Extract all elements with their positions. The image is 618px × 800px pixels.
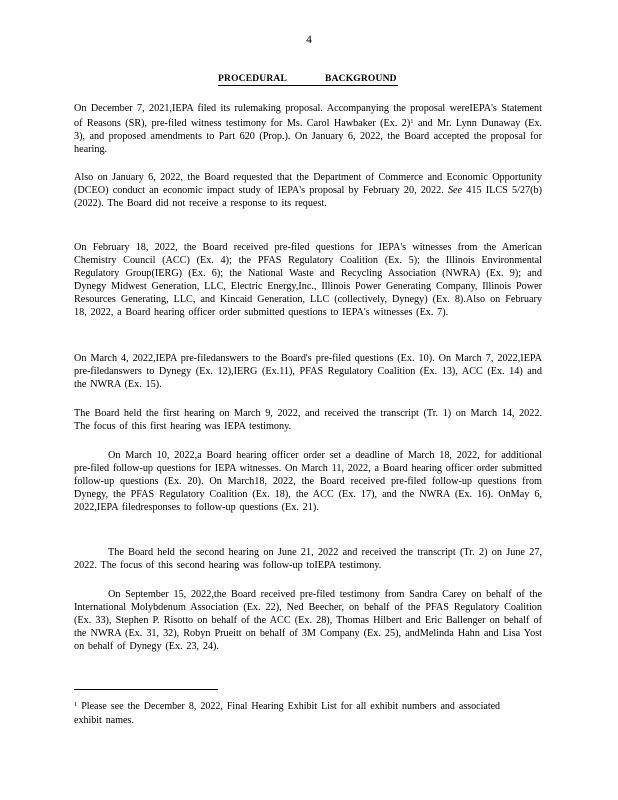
section-heading	[218, 74, 398, 86]
footnote-marker: 1	[74, 701, 78, 708]
paragraph-text: On December 7, 2021,IEPA filed its rulemaking proposal. Accompanying the proposal wereIEPA's Statement of Reasons (SR), pre-filed witness testimony for Ms. Carol Hawbaker (Ex. 2)	[74, 103, 542, 130]
paragraph-proposal-filing	[74, 102, 542, 156]
heading-word-background: BACKGROUND	[325, 74, 397, 84]
paragraph-text: Also on January 6, 2022, the Board requested that the Department of Commerce and Economic Opportunity (DCEO) conduct an economic impact study of IEPA's proposal by February 20, 2022.	[74, 172, 542, 197]
page-number: 4	[306, 34, 312, 46]
footnote-divider	[74, 689, 218, 690]
footnote-text: Please see the December 8, 2022, Final Hearing Exhibit List for all exhibit numbers and associated exhibit names.	[74, 701, 501, 726]
paragraph-prefiled-questions: On February 18, 2022, the Board received pre-filed questions for IEPA's witnesses from the American Chemistry Council (ACC) (Ex. 4); the PFAS Regulatory Coalition (Ex. 5); the Illinois Environmental Regulatory Group(IERG) (Ex. 6); the National Waste and Recycling Association (NWRA) (Ex. 9); and Dynegy Midwest Generation, LLC, Electric Energy,Inc., Illinois Power Generating Company, Illinois Power Resources Generating, LLC, and Kincaid Generation, LLC (collectively, Dynegy) (Ex. 8).Also on February 18, 2022, a Board hearing officer order submitted questions to IEPA's witnesses (Ex. 7).	[74, 242, 542, 319]
paragraph-first-hearing: The Board held the first hearing on March 9, 2022, and received the transcript (Tr. 1) on March 14, 2022. The focus of this first hearing was IEPA testimony.	[74, 408, 542, 433]
footnote-reference: 1	[410, 118, 414, 126]
paragraph-prefiled-answers: On March 4, 2022,IEPA pre-filedanswers to the Board's pre-filed questions (Ex. 10). On March 7, 2022,IEPA pre-filedanswers to Dynegy (Ex. 12),IERG (Ex.11), PFAS Regulatory Coalition (Ex. 13), ACC (Ex. 14) and the NWRA (Ex. 15).	[74, 353, 542, 391]
paragraph-text: 415 ILCS 5/27(b) (2022). The Board did not receive a response to its request.	[74, 185, 542, 210]
heading-word-procedural: PROCEDURAL	[218, 74, 288, 84]
footnote	[74, 698, 514, 727]
paragraph-text: and Mr. Lynn Dunaway (Ex. 3), and proposed amendments to Part 620 (Prop.). On January 6, 2022, the Board accepted the proposal for hearing.	[74, 118, 542, 156]
citation-signal: See	[447, 185, 463, 197]
paragraph-prefiled-testimony: On September 15, 2022,the Board received pre-filed testimony from Sandra Carey on behalf of the International Molybdenum Association (Ex. 22), Ned Beecher, on behalf of the PFAS Regulatory Coalition (Ex. 33), Stephen P. Risotto on behalf of the ACC (Ex. 28), Thomas Hilbert and Eric Ballenger on behalf of the NWRA (Ex. 31, 32), Robyn Prueitt on behalf of 3M Company (Ex. 25), andMelinda Hahn and Lisa Yost on behalf of Dynegy (Ex. 23, 24).	[74, 589, 542, 653]
paragraph-dceo-request	[74, 171, 542, 210]
paragraph-second-hearing: The Board held the second hearing on June 21, 2022 and received the transcript (Tr. 2) on June 27, 2022. The focus of this second hearing was follow-up toIEPA testimony.	[74, 547, 542, 572]
paragraph-follow-up-questions: On March 10, 2022,a Board hearing officer order set a deadline of March 18, 2022, for additional pre-filed follow-up questions for IEPA witnesses. On March 11, 2022, a Board hearing officer order submitted follow-up questions (Ex. 20). On March18, 2022, the Board received pre-filed follow-up questions from Dynegy, the PFAS Regulatory Coalition (Ex. 18), the ACC (Ex. 17), and the NWRA (Ex. 16). OnMay 6, 2022,IEPA filedresponses to follow-up questions (Ex. 21).	[74, 450, 542, 514]
